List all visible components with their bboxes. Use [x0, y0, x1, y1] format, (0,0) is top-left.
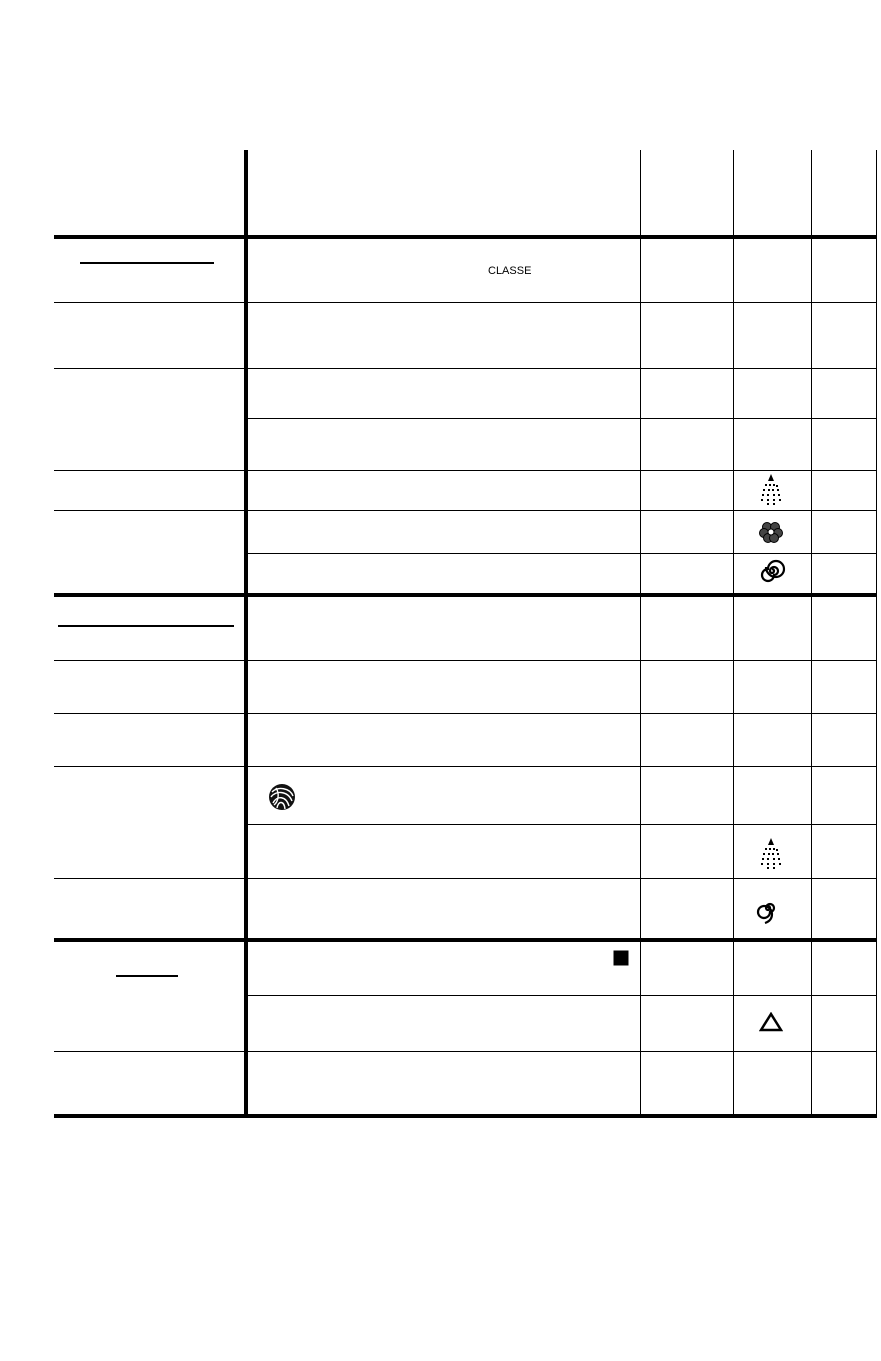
section-rule-3 — [54, 938, 877, 942]
row-rule — [54, 510, 877, 511]
column-divider-5 — [876, 150, 877, 1116]
section-heading-underline — [58, 625, 234, 627]
section-heading-underline — [116, 975, 178, 977]
sub-row-rule — [248, 995, 877, 996]
row-rule — [54, 878, 877, 879]
section-heading-underline — [80, 262, 214, 264]
column-divider-main — [244, 150, 248, 1118]
row-rule — [54, 470, 877, 471]
section-rule-1 — [54, 235, 877, 239]
column-divider-4 — [811, 150, 812, 1116]
section-rule-2 — [54, 593, 877, 597]
wool-ball-icon — [266, 782, 298, 812]
sub-row-rule — [248, 553, 877, 554]
spray-icon — [759, 836, 783, 872]
spiral-icon — [756, 894, 782, 924]
sub-row-rule — [248, 418, 877, 419]
column-divider-3 — [733, 150, 734, 1116]
spiral-icon — [758, 557, 786, 585]
flower-icon — [759, 521, 783, 543]
row-rule — [54, 302, 877, 303]
row-description-classe: CLASSE — [488, 265, 532, 277]
row-rule — [54, 1051, 877, 1052]
table-bottom-rule — [54, 1114, 877, 1118]
row-rule — [54, 766, 877, 767]
row-rule — [54, 660, 877, 661]
row-rule — [54, 713, 877, 714]
sub-row-rule — [248, 824, 877, 825]
column-divider-2 — [640, 150, 641, 1116]
triangle-icon — [759, 1012, 783, 1032]
square-icon — [613, 950, 629, 966]
row-rule — [54, 368, 877, 369]
spray-icon — [759, 472, 783, 508]
